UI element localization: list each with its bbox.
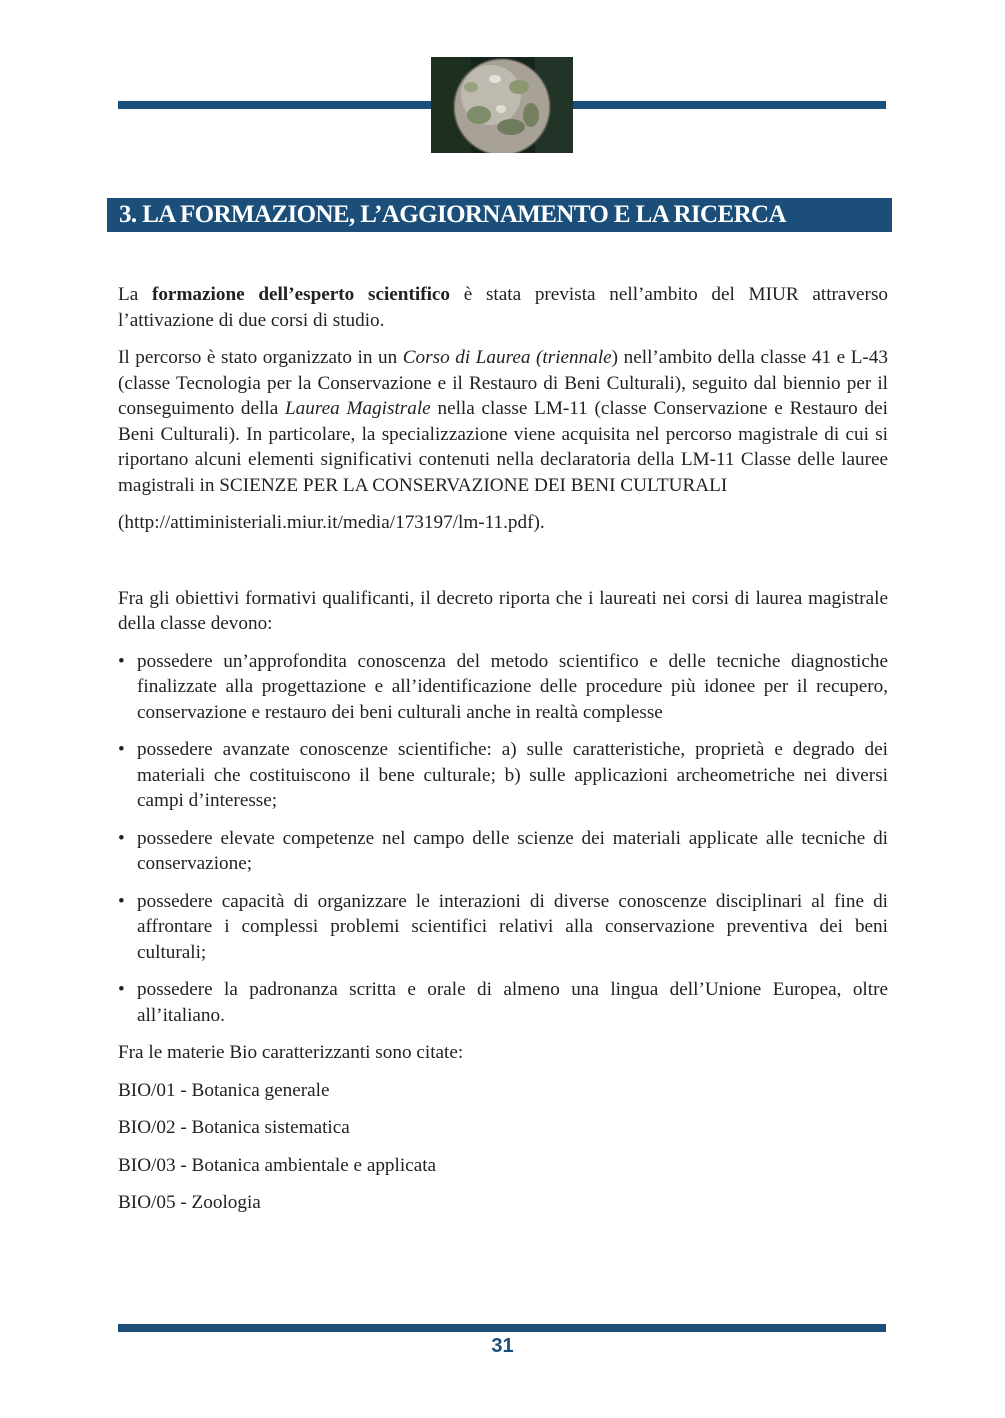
section-header xyxy=(107,198,892,232)
italic-term: Laurea Magistrale xyxy=(285,398,431,419)
subjects-intro: Fra le materie Bio caratterizzanti sono citate: xyxy=(118,1042,464,1063)
footer-rule xyxy=(118,1324,886,1332)
header-photo xyxy=(431,57,573,153)
list-item: • possedere capacità di organizzare le interazioni di diverse conoscenze disciplinari al fine di affrontare i complessi problemi scientifici relativi alla conservazione preventiva dei beni culturali; xyxy=(118,890,888,963)
list-item: • possedere un’approfondita conoscenza del metodo scientifico e delle tecniche diagnostiche finalizzate alla progettazione e all’identificazione delle procedure più idonee per il recupero, conservazione e restauro dei beni culturali anche in realtà complesse xyxy=(118,650,888,723)
italic-term: Corso di Laurea (triennale xyxy=(402,347,612,368)
intro-paragraph: La formazione dell’esperto scientifico è stata prevista nell’ambito del MIUR attraverso l’attivazione di due corsi di studio. xyxy=(118,284,889,331)
page-number: 31 xyxy=(491,1335,514,1357)
objectives-list xyxy=(118,649,888,1029)
bullet-icon: • xyxy=(118,979,125,1000)
subject-item: BIO/01 - Botanica generale xyxy=(118,1079,330,1101)
subject-item: BIO/05 - Zoologia xyxy=(118,1192,261,1213)
list-item: • possedere avanzate conoscenze scientifiche: a) sulle caratteristiche, proprietà e degrado dei materiali che costituiscono il bene culturale; b) sulle applicazioni archeometriche nei diversi campi d’interesse; xyxy=(118,739,888,811)
body-text xyxy=(118,282,888,1228)
bullet-icon: • xyxy=(118,739,125,760)
list-item: • possedere la padronanza scritta e orale di almeno una lingua dell’Unione Europea, oltre all’italiano. xyxy=(118,979,888,1026)
objectives-intro: Fra gli obiettivi formativi qualificanti, il decreto riporta che i laureati nei corsi di laurea magistrale della classe devono: xyxy=(118,587,888,634)
section-title: 3. LA FORMAZIONE, L’AGGIORNAMENTO E LA RICERCA xyxy=(119,201,786,228)
bullet-icon: • xyxy=(118,650,125,672)
list-item: • possedere elevate competenze nel campo delle scienze dei materiali applicate alle tecniche di conservazione; xyxy=(118,827,888,874)
subject-item: BIO/02 - Botanica sistematica xyxy=(118,1117,350,1138)
subject-item: BIO/03 - Botanica ambientale e applicata xyxy=(118,1154,437,1176)
bold-term: formazione dell’esperto scientifico xyxy=(151,284,451,305)
source-url: (http://attiministeriali.miur.it/media/173197/lm-11.pdf). xyxy=(118,512,545,533)
course-paragraph: Il percorso è stato organizzato in un Corso di Laurea (triennale) nell’ambito della classe 41 e L-43 (classe Tecnologia per la Conservazione e il Restauro di Beni Culturali), seguito dal biennio per il conseguimento della Laurea Magistrale nella classe LM-11 (classe Conservazione e Restauro dei Beni Culturali). In particolare, la specializzazione viene acquisita nel percorso magistrale di cui si riportano alcuni elementi significativi contenuti nella declaratoria della LM-11 Classe delle lauree magistrali in SCIENZE PER LA CONSERVAZIONE DEI BENI CULTURALI xyxy=(118,347,888,496)
bullet-icon: • xyxy=(118,827,125,849)
bullet-icon: • xyxy=(118,890,125,912)
